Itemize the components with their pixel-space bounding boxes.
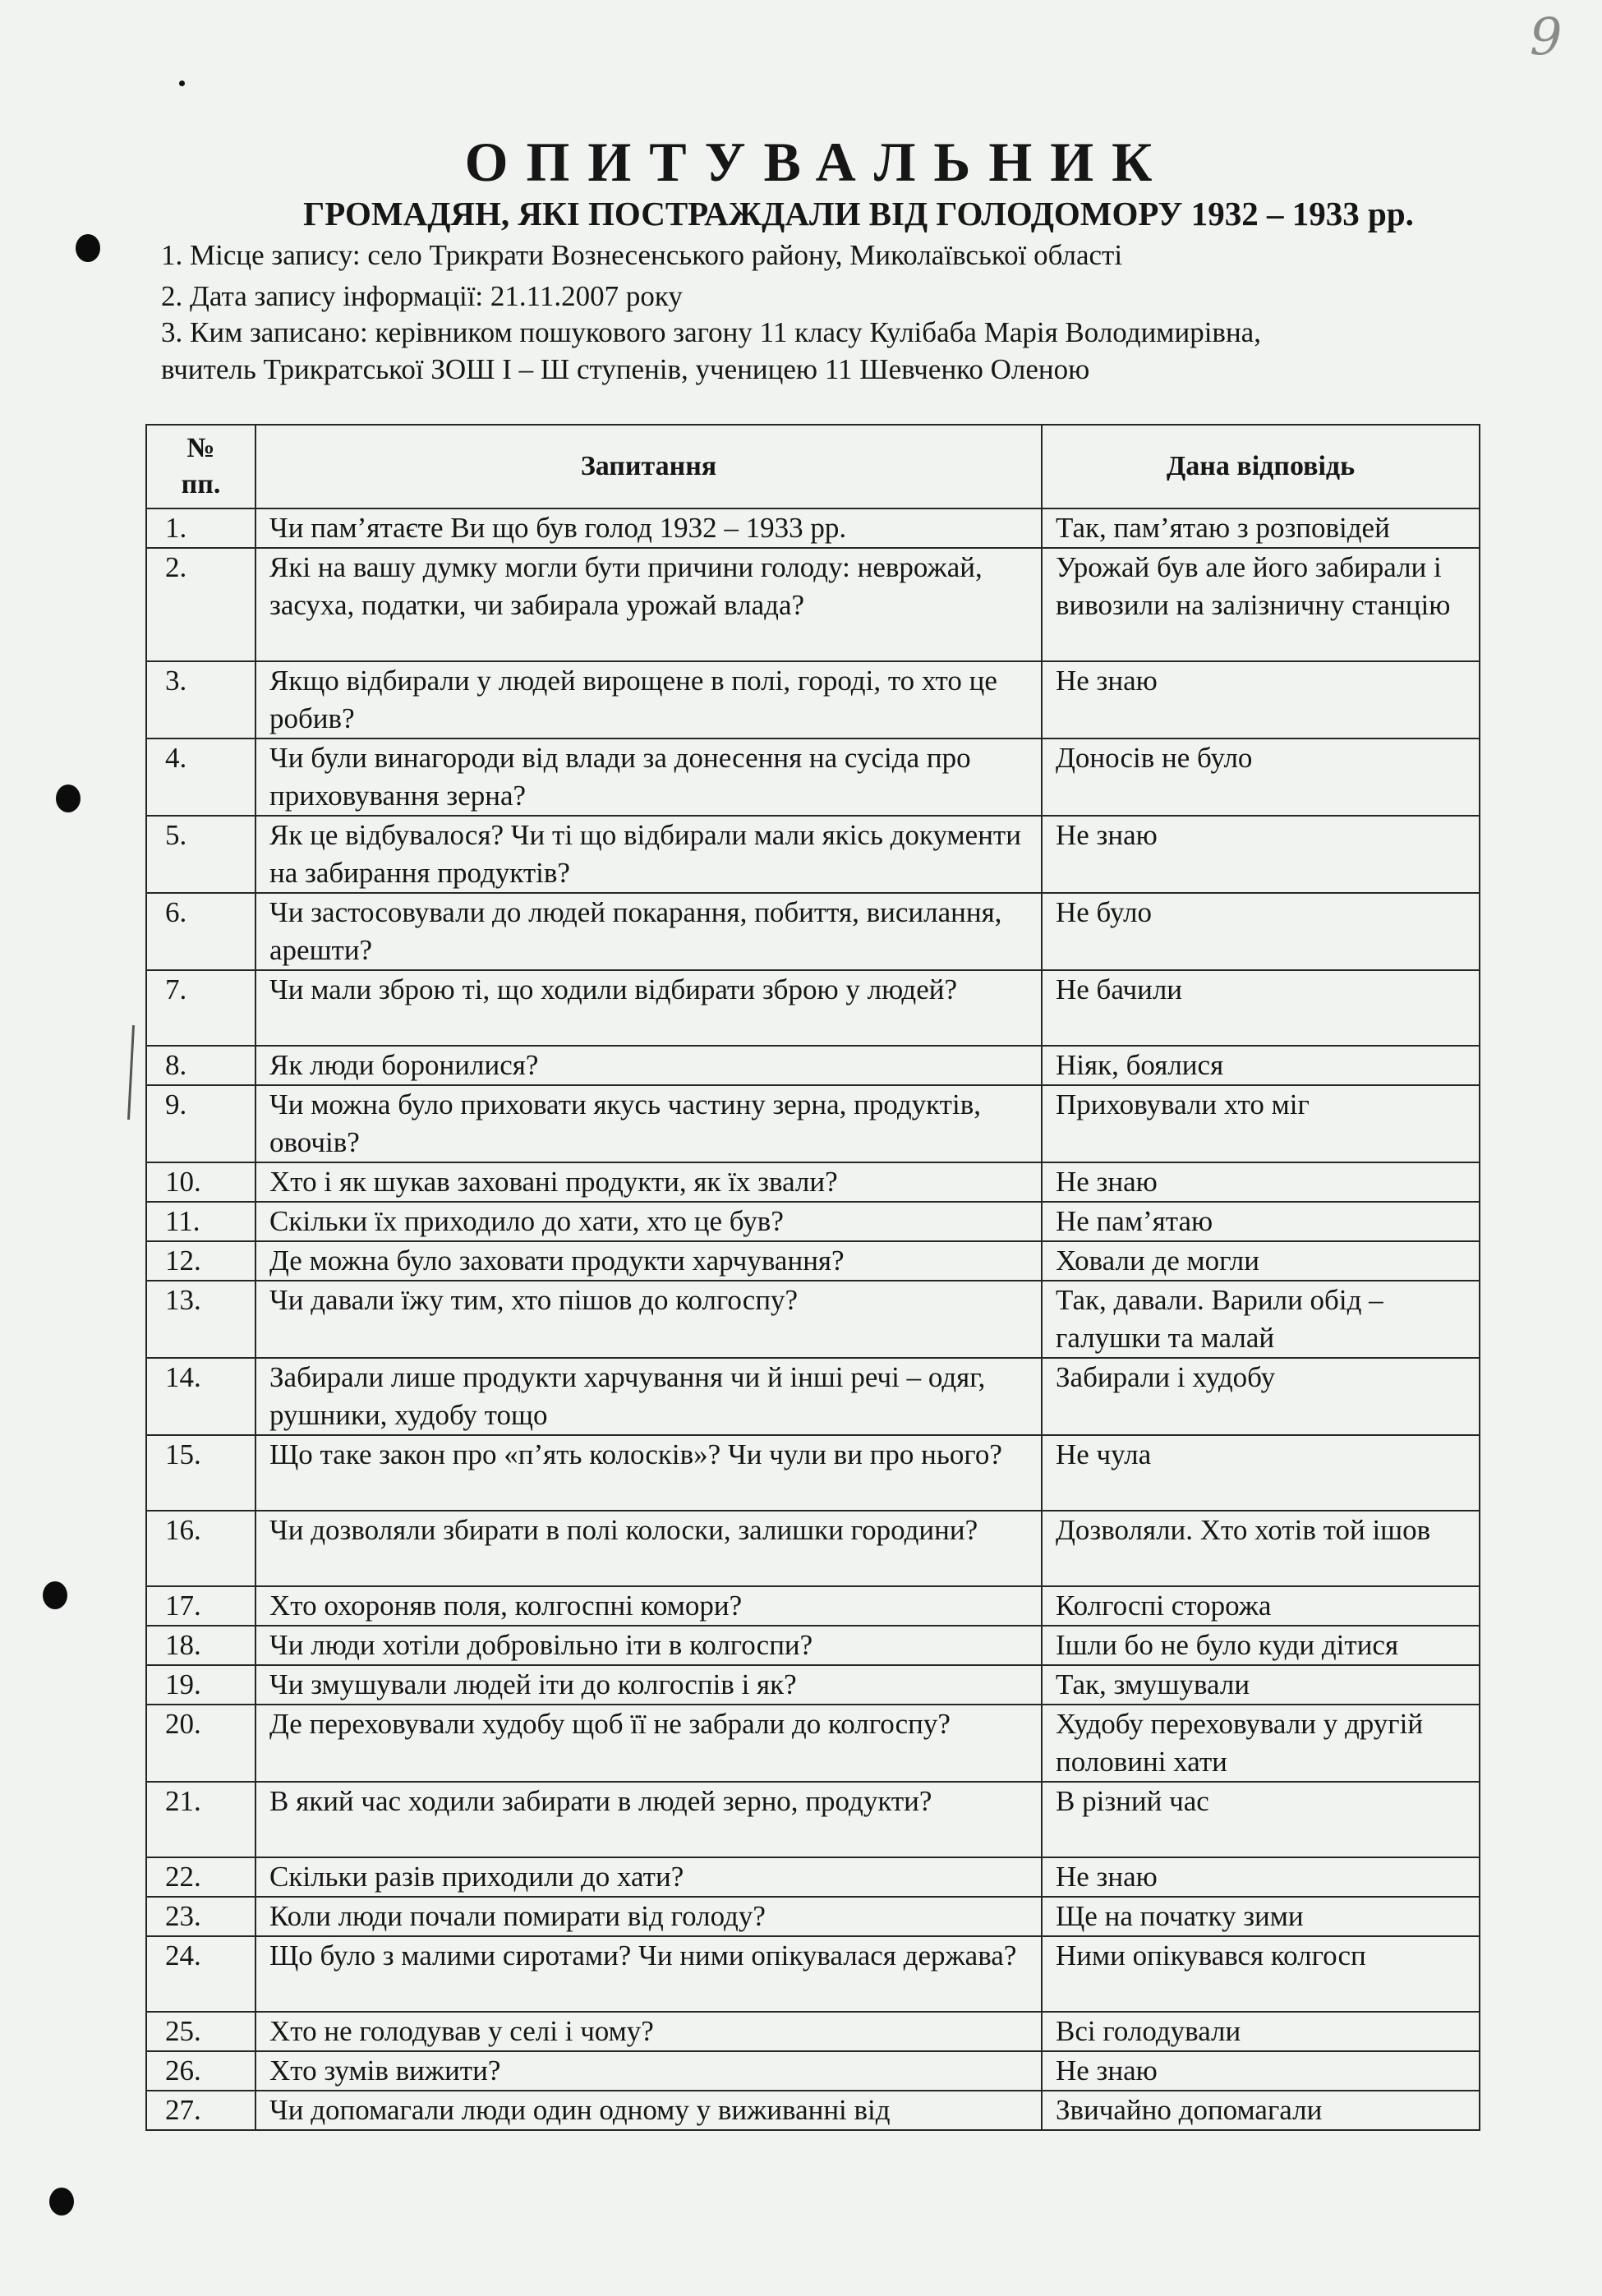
row-answer: Так, давали. Варили обід – галушки та малай <box>1042 1281 1480 1358</box>
row-answer: Ніяк, боялися <box>1042 1046 1480 1085</box>
row-number: 14. <box>146 1358 255 1435</box>
table-row <box>146 1936 1480 2012</box>
row-question: Чи були винагороди від влади за донесення на сусіда про приховування зерна? <box>255 738 1042 816</box>
row-number: 9. <box>146 1085 255 1162</box>
row-question: Хто і як шукав заховані продукти, як їх звали? <box>255 1162 1042 1202</box>
row-question: Чи люди хотіли добровільно іти в колгоспи? <box>255 1626 1042 1665</box>
row-question: Скільки їх приходило до хати, хто це був? <box>255 1202 1042 1241</box>
record-place: 1. Місце запису: село Трикрати Вознесенського району, Миколаївської області <box>161 239 1123 271</box>
row-number: 21. <box>146 1782 255 1857</box>
row-number: 5. <box>146 816 255 893</box>
document-title: ОПИТУВАЛЬНИК <box>464 131 1171 193</box>
row-answer: Не знаю <box>1042 1857 1480 1897</box>
row-answer: Не чула <box>1042 1435 1480 1511</box>
ink-dot <box>179 81 185 86</box>
punch-hole <box>49 2188 74 2215</box>
row-question: Де можна було заховати продукти харчування? <box>255 1241 1042 1281</box>
row-answer: Не було <box>1042 893 1480 970</box>
table-row <box>146 1511 1480 1586</box>
table-row <box>146 893 1480 970</box>
row-answer: Забирали і худобу <box>1042 1358 1480 1435</box>
table-row <box>146 1046 1480 1085</box>
table-row <box>146 970 1480 1046</box>
row-number: 26. <box>146 2051 255 2091</box>
row-number: 4. <box>146 738 255 816</box>
table-row <box>146 1857 1480 1897</box>
punch-hole <box>43 1581 67 1609</box>
row-answer: Колгоспі сторожа <box>1042 1586 1480 1626</box>
table-row <box>146 2012 1480 2051</box>
table-row <box>146 2051 1480 2091</box>
row-number: 6. <box>146 893 255 970</box>
row-number: 16. <box>146 1511 255 1586</box>
row-answer: Не знаю <box>1042 661 1480 738</box>
table-row <box>146 1241 1480 1281</box>
row-question: Чи допомагали люди один одному у виживанні від <box>255 2091 1042 2130</box>
table-row <box>146 1085 1480 1162</box>
row-number: 18. <box>146 1626 255 1665</box>
table-row <box>146 508 1480 548</box>
document-subtitle: ГРОМАДЯН, ЯКІ ПОСТРАЖДАЛИ ВІД ГОЛОДОМОРУ 1932 – 1933 рр. <box>303 195 1414 232</box>
table-row <box>146 1665 1480 1705</box>
row-number: 23. <box>146 1897 255 1936</box>
row-number: 3. <box>146 661 255 738</box>
table-row <box>146 1782 1480 1857</box>
row-answer: Худобу переховували у другій половині хати <box>1042 1705 1480 1782</box>
row-answer: Ще на початку зими <box>1042 1897 1480 1936</box>
row-number: 12. <box>146 1241 255 1281</box>
punch-hole <box>76 234 100 262</box>
row-question: Хто не голодував у селі і чому? <box>255 2012 1042 2051</box>
recorded-by: 3. Ким записано: керівником пошукового загону 11 класу Кулібаба Марія Володимирівна, <box>161 316 1261 348</box>
row-question: Чи дозволяли збирати в полі колоски, залишки городини? <box>255 1511 1042 1586</box>
table-row <box>146 1705 1480 1782</box>
row-question: Забирали лише продукти харчування чи й інші речі – одяг, рушники, худобу тощо <box>255 1358 1042 1435</box>
punch-hole <box>56 785 81 812</box>
row-number: 2. <box>146 548 255 661</box>
row-number: 10. <box>146 1162 255 1202</box>
row-question: Де переховували худобу щоб її не забрали до колгоспу? <box>255 1705 1042 1782</box>
table-header-row <box>146 425 1480 508</box>
table-row <box>146 1897 1480 1936</box>
row-answer: Ними опікувався колгосп <box>1042 1936 1480 2012</box>
row-number: 1. <box>146 508 255 548</box>
table-row <box>146 1626 1480 1665</box>
row-answer: Ховали де могли <box>1042 1241 1480 1281</box>
table-row <box>146 816 1480 893</box>
table-row <box>146 548 1480 661</box>
header-number-abbr: пп. <box>181 469 221 499</box>
table-row <box>146 661 1480 738</box>
row-answer: В різний час <box>1042 1782 1480 1857</box>
header-question: Запитання <box>255 425 1042 508</box>
row-number: 7. <box>146 970 255 1046</box>
row-number: 11. <box>146 1202 255 1241</box>
row-number: 24. <box>146 1936 255 2012</box>
record-date: 2. Дата запису інформації: 21.11.2007 року <box>161 280 683 312</box>
table-row <box>146 1358 1480 1435</box>
table-row <box>146 738 1480 816</box>
row-question: В який час ходили забирати в людей зерно, продукти? <box>255 1782 1042 1857</box>
table-row <box>146 1586 1480 1626</box>
row-number: 17. <box>146 1586 255 1626</box>
questionnaire-table <box>145 424 1480 2131</box>
table-row <box>146 1281 1480 1358</box>
row-number: 25. <box>146 2012 255 2051</box>
table-row <box>146 1435 1480 1511</box>
row-answer: Не знаю <box>1042 1162 1480 1202</box>
row-question: Хто охороняв поля, колгоспні комори? <box>255 1586 1042 1626</box>
row-answer: Не пам’ятаю <box>1042 1202 1480 1241</box>
row-number: 20. <box>146 1705 255 1782</box>
row-answer: Приховували хто міг <box>1042 1085 1480 1162</box>
row-answer: Так, змушували <box>1042 1665 1480 1705</box>
row-question: Чи давали їжу тим, хто пішов до колгоспу? <box>255 1281 1042 1358</box>
row-number: 15. <box>146 1435 255 1511</box>
row-question: Чи застосовували до людей покарання, побиття, висилання, арешти? <box>255 893 1042 970</box>
table-row <box>146 1162 1480 1202</box>
row-question: Чи мали зброю ті, що ходили відбирати зброю у людей? <box>255 970 1042 1046</box>
table-row <box>146 2091 1480 2130</box>
row-answer: Звичайно допомагали <box>1042 2091 1480 2130</box>
row-number: 8. <box>146 1046 255 1085</box>
row-answer: Не знаю <box>1042 2051 1480 2091</box>
row-question: Як це відбувалося? Чи ті що відбирали мали якісь документи на забирання продуктів? <box>255 816 1042 893</box>
row-question: Чи змушували людей іти до колгоспів і як? <box>255 1665 1042 1705</box>
row-question: Що таке закон про «п’ять колосків»? Чи чули ви про нього? <box>255 1435 1042 1511</box>
header-answer: Дана відповідь <box>1042 425 1480 508</box>
row-number: 13. <box>146 1281 255 1358</box>
recorded-by-continued: вчитель Трикратської ЗОШ І – Ш ступенів, ученицею 11 Шевченко Оленою <box>161 353 1090 385</box>
row-question: Що було з малими сиротами? Чи ними опікувалася держава? <box>255 1936 1042 2012</box>
row-answer: Не бачили <box>1042 970 1480 1046</box>
row-answer: Доносів не було <box>1042 738 1480 816</box>
row-number: 19. <box>146 1665 255 1705</box>
row-number: 27. <box>146 2091 255 2130</box>
row-question: Якщо відбирали у людей вирощене в полі, городі, то хто це робив? <box>255 661 1042 738</box>
row-question: Коли люди почали помирати від голоду? <box>255 1897 1042 1936</box>
header-number-symbol: № <box>186 433 215 463</box>
row-question: Які на вашу думку могли бути причини голоду: неврожай, засуха, податки, чи забирала урожай влада? <box>255 548 1042 661</box>
margin-pen-mark <box>127 1025 135 1120</box>
row-number: 22. <box>146 1857 255 1897</box>
row-question: Чи пам’ятаєте Ви що був голод 1932 – 1933 рр. <box>255 508 1042 548</box>
row-answer: Урожай був але його забирали і вивозили на залізничну станцію <box>1042 548 1480 661</box>
row-answer: Всі голодували <box>1042 2012 1480 2051</box>
row-answer: Дозволяли. Хто хотів той ішов <box>1042 1511 1480 1586</box>
header-number <box>146 425 255 508</box>
table-row <box>146 1202 1480 1241</box>
row-answer: Ішли бо не було куди дітися <box>1042 1626 1480 1665</box>
row-answer: Так, пам’ятаю з розповідей <box>1042 508 1480 548</box>
row-answer: Не знаю <box>1042 816 1480 893</box>
row-question: Скільки разів приходили до хати? <box>255 1857 1042 1897</box>
page-number: 9 <box>1530 7 1563 67</box>
row-question: Чи можна було приховати якусь частину зерна, продуктів, овочів? <box>255 1085 1042 1162</box>
row-question: Як люди боронилися? <box>255 1046 1042 1085</box>
row-question: Хто зумів вижити? <box>255 2051 1042 2091</box>
